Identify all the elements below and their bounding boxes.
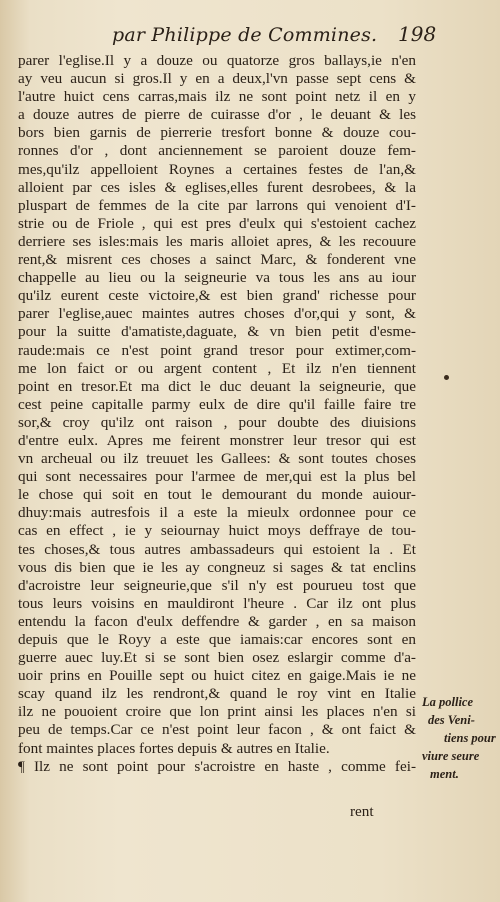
body-text — [18, 52, 418, 776]
marginal-note-line: tiens pour — [444, 731, 496, 746]
text-line: entendu la facon d'eulx deffendre & garder , en sa maison — [18, 612, 416, 630]
text-line: guerre auec luy.Et si se sont bien osez eslargir comme d'a- — [18, 649, 416, 667]
text-line: tous leurs voisins en mauldiront l'heure . Car ilz ont plus — [18, 594, 416, 612]
text-line: vous dis bien que ie les ay congneuz si sages & tat enclins — [18, 558, 416, 576]
text-line: qu'ilz eurent ceste victoire,& est bien grand' richesse pour — [18, 287, 416, 305]
text-line: strie ou de Friole , qui est pres d'eulx qui s'estoient cachez — [18, 214, 416, 232]
text-line: derriere ses isles:mais les maris alloiet apres, & les recouure — [18, 232, 416, 250]
marginal-note-line: des Veni- — [428, 713, 475, 728]
text-line: d'entre eulx. Apres me feirent monstrer leur tresor qui est — [18, 431, 416, 449]
text-line: mes,qu'ilz appelloient Roynes a certaines festes de l'an,& — [18, 160, 416, 178]
text-line: peu de temps.Car ce n'est point leur facon , & ont faict & — [18, 721, 416, 739]
text-line: ilz ne pouoient croire que lon print ainsi les places n'en si — [18, 703, 416, 721]
text-line: vn archeual ou ilz treuuet les Gallees: & sont toutes choses — [18, 450, 416, 468]
text-line: ay veu aucun si gros.Il y en a deux,l'vn passe sept cens & — [18, 70, 416, 88]
text-line: parer l'eglise.Il y a douze ou quatorze gros ballays,ie n'en — [18, 52, 416, 69]
text-line: le chose qui soit en tout le demourant du monde auiour- — [18, 486, 416, 504]
text-line: l'autre huict cens carras,mais ilz ne sont point netz il en y — [18, 88, 416, 106]
text-line: parer l'eglise,auec maintes autres choses d'or,qui y sont, & — [18, 305, 416, 323]
text-line: chappelle au lieu ou la seigneurie va tous les ans au iour — [18, 269, 416, 287]
text-line: point en tresor.Et ma dict le duc deuant la seigneurie, que — [18, 377, 416, 395]
text-line: ¶ Ilz ne sont point pour s'acroistre en haste , comme fei- — [18, 757, 416, 775]
marginal-note-line: ment. — [430, 767, 459, 782]
ink-spot — [444, 375, 449, 380]
text-line: rent,& misrent ces choses a sainct Marc, & fonderent vne — [18, 251, 416, 269]
text-line: cest peine capitalle parmy eulx de dire qu'il faille faire tre — [18, 395, 416, 413]
marginal-note-line: viure seure — [422, 749, 480, 764]
text-line: ronnes d'or , dont anciennement se paroient douze fem- — [18, 142, 416, 160]
text-line: raude:mais ce n'est point grand tresor pour extimer,com- — [18, 341, 416, 359]
text-line: me lon faict or ou argent content , Et ilz n'en tiennent — [18, 359, 416, 377]
text-line: pour la suitte d'amatiste,daguate, & vn bien petit d'esme- — [18, 323, 416, 341]
text-line: qui sont necessaires pour l'armee de mer,qui est la plus bel — [18, 468, 416, 486]
text-line: pluspart de femmes de la cite par larrons qui venoient d'I- — [18, 196, 416, 214]
marginal-note-line: La pollice — [422, 695, 474, 709]
text-line: depuis que le Royy a este que iamais:car encores sont en — [18, 631, 416, 648]
text-line: bors bien garnis de pierrerie tresfort bonne & douze cou- — [18, 124, 416, 142]
text-line: dhuy:mais autresfois il a este la mieulx ordonnee pour ce — [18, 504, 416, 522]
marginal-note — [422, 693, 500, 783]
text-line: alloient par ces isles & eglises,elles furent desrobees, & la — [18, 178, 416, 196]
text-line: tes choses,& tous autres ambassadeurs qui estoient la . Et — [18, 540, 416, 558]
text-line: uoir prins en Pouille sept ou huict citez en gaige.Mais ie ne — [18, 667, 416, 685]
running-head — [0, 20, 500, 52]
text-line: d'acroistre leur seigneurie,que s'il n'y est pourueu tost que — [18, 576, 416, 594]
running-title: par Philippe de Commines. — [112, 24, 378, 46]
text-line: scay quand ilz les rendront,& quand le roy vint en Italie — [18, 685, 416, 703]
text-line: font maintes places fortes depuis & autres en Italie. — [18, 739, 330, 757]
text-line: a douze autres de pierre de cuirasse d'or , le deuant & les — [18, 106, 416, 124]
text-line: sor,& croy qu'ilz ont raison , pour doubte des diuisions — [18, 413, 416, 431]
catchword: rent — [350, 803, 374, 820]
text-line: cas en effect , ie y seiournay huict moys deffraye de tou- — [18, 522, 416, 540]
page-number: 198 — [398, 22, 437, 46]
